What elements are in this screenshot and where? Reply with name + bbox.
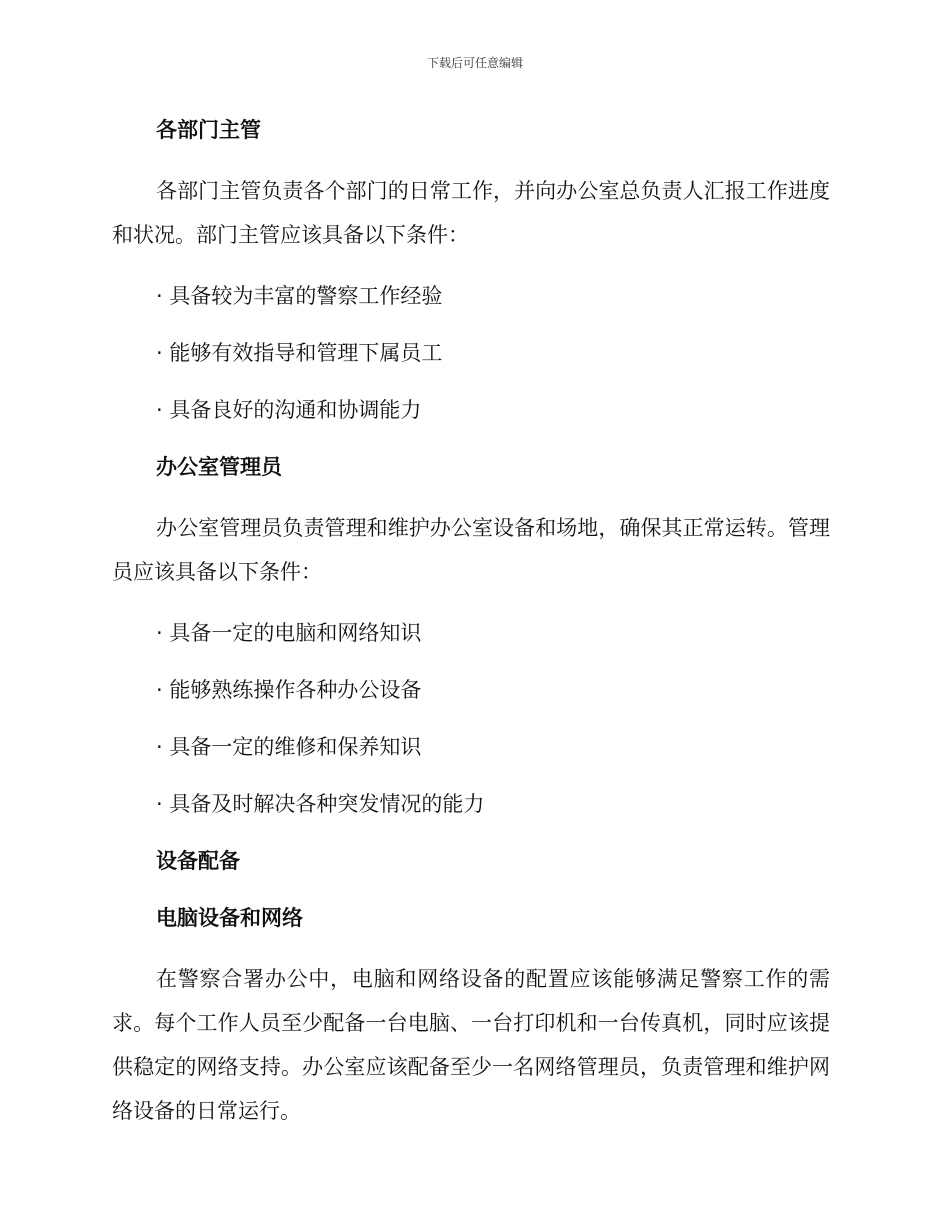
bullet-item: · 具备及时解决各种突发情况的能力 [156, 792, 485, 816]
bullet-item: · 能够熟练操作各种办公设备 [156, 678, 422, 702]
heading-equipment: 设备配备 [156, 849, 240, 873]
heading-computers-network: 电脑设备和网络 [156, 906, 303, 930]
header-note: 下载后可任意编辑 [426, 56, 523, 70]
bullet-item: · 具备一定的电脑和网络知识 [156, 621, 422, 645]
bullet-item: · 具备良好的沟通和协调能力 [156, 398, 422, 422]
paragraph-dept-heads: 各部门主管负责各个部门的日常工作，并向办公室总负责人汇报工作进度和状况。部门主管应该具备以下条件： [112, 179, 830, 247]
paragraph-office-admin: 办公室管理员负责管理和维护办公室设备和场地，确保其正常运转。管理员应该具备以下条件： [112, 516, 830, 584]
bullet-item: · 能够有效指导和管理下属员工 [156, 341, 443, 365]
bullet-item: · 具备一定的维修和保养知识 [156, 735, 422, 759]
heading-dept-heads: 各部门主管 [156, 118, 261, 142]
document-content [112, 112, 830, 1133]
paragraph-computers-network: 在警察合署办公中，电脑和网络设备的配置应该能够满足警察工作的需求。每个工作人员至少配备一台电脑、一台打印机和一台传真机，同时应该提供稳定的网络支持。办公室应该配备至少一名网络管理员，负责管理和维护网络设备的日常运行。 [112, 967, 830, 1123]
heading-office-admin: 办公室管理员 [156, 455, 282, 479]
bullet-item: · 具备较为丰富的警察工作经验 [156, 284, 443, 308]
